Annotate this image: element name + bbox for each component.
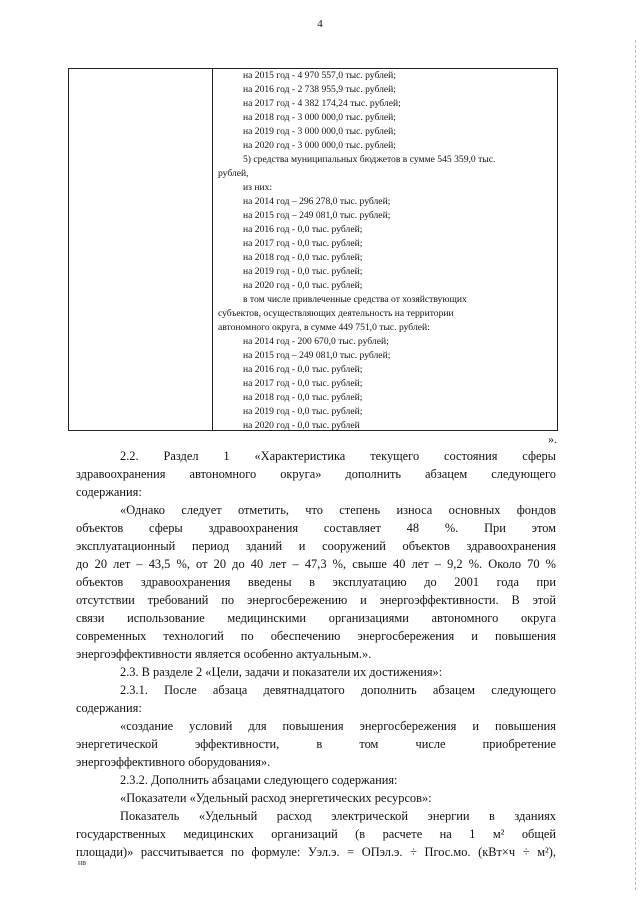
body-line: энергоэффективного оборудования». <box>76 755 271 769</box>
body-line: государственных медицинских организаций (в расчете на 1 м² общей <box>76 827 556 841</box>
table-line: на 2017 год - 0,0 тыс. рублей; <box>243 238 363 249</box>
table-line: на 2015 год – 249 081,0 тыс. рублей; <box>243 350 391 361</box>
body-line: площади)» рассчитывается по формуле: Уэл.э. = ОПэл.э. ÷ Пгос.мо. (кВт×ч ÷ м²), <box>76 845 556 859</box>
table-line: рублей, <box>218 168 249 179</box>
closing-quote: ». <box>548 432 557 446</box>
table-line: на 2014 год – 296 278,0 тыс. рублей; <box>243 196 391 207</box>
table-line: на 2017 год - 0,0 тыс. рублей; <box>243 378 363 389</box>
table-line: на 2018 год - 0,0 тыс. рублей; <box>243 252 363 263</box>
table-line: на 2016 год - 0,0 тыс. рублей; <box>243 224 363 235</box>
body-line: современных технологий по обеспечению энергосбережения и повышения <box>76 629 556 643</box>
body-line: эксплуатационный период зданий и сооружений объектов здравоохранения <box>76 539 556 553</box>
body-line: «Показатели «Удельный расход энергетических ресурсов»: <box>120 791 432 805</box>
page-number: 4 <box>317 18 323 30</box>
body-line: 2.2. Раздел 1 «Характеристика текущего состояния сферы <box>120 449 556 463</box>
body-line: отсутствии требований по энергосбережению и энергоэффективности. В этой <box>76 593 556 607</box>
table-line: субъектов, осуществляющих деятельность на территории <box>218 308 454 319</box>
body-line: «создание условий для повышения энергосбережения и повышения <box>120 719 556 733</box>
table-line: на 2017 год - 4 382 174,24 тыс. рублей; <box>243 98 401 109</box>
table-line: на 2016 год - 2 738 955,9 тыс. рублей; <box>243 84 396 95</box>
scan-edge <box>634 40 636 890</box>
table-column-divider <box>212 69 213 430</box>
body-line: здравоохранения автономного округа» дополнить абзацем следующего <box>76 467 556 481</box>
table-line: из них: <box>243 182 273 193</box>
footer-mark: нв <box>78 858 87 867</box>
body-line: объектов сферы здравоохранения составляет 48 %. При этом <box>76 521 556 535</box>
body-line: «Однако следует отметить, что степень износа основных фондов <box>120 503 556 517</box>
table-line: на 2016 год - 0,0 тыс. рублей; <box>243 364 363 375</box>
table-line: на 2020 год - 0,0 тыс. рублей <box>243 420 360 431</box>
table-line: на 2020 год - 0,0 тыс. рублей; <box>243 280 363 291</box>
body-line: энергетической эффективности, в том числе приобретение <box>76 737 556 751</box>
table-line: на 2020 год - 3 000 000,0 тыс. рублей; <box>243 140 396 151</box>
table-line: на 2018 год - 3 000 000,0 тыс. рублей; <box>243 112 396 123</box>
table-line: в том числе привлеченные средства от хозяйствующих <box>243 294 467 305</box>
table-line: на 2019 год - 0,0 тыс. рублей; <box>243 406 363 417</box>
body-line: объектов здравоохранения введены в эксплуатацию до 2001 года при <box>76 575 556 589</box>
table-line: на 2019 год - 0,0 тыс. рублей; <box>243 266 363 277</box>
body-line: содержания: <box>76 701 142 715</box>
table-line: на 2019 год - 3 000 000,0 тыс. рублей; <box>243 126 396 137</box>
table-line: на 2018 год - 0,0 тыс. рублей; <box>243 392 363 403</box>
table-line: на 2015 год – 249 081,0 тыс. рублей; <box>243 210 391 221</box>
body-line: энергоэффективности является особенно актуальным.». <box>76 647 372 661</box>
body-line: 2.3. В разделе 2 «Цели, задачи и показатели их достижения»: <box>120 665 443 679</box>
table-line: на 2014 год - 200 670,0 тыс. рублей; <box>243 336 389 347</box>
body-line: содержания: <box>76 485 142 499</box>
table-line: 5) средства муниципальных бюджетов в сумме 545 359,0 тыс. <box>243 154 496 165</box>
body-line: связи использование медицинскими организациями автономного округа <box>76 611 556 625</box>
table-line: на 2015 год - 4 970 557,0 тыс. рублей; <box>243 70 396 81</box>
table-line: автономного округа, в сумме 449 751,0 тыс. рублей: <box>218 322 430 333</box>
body-line: 2.3.1. После абзаца девятнадцатого дополнить абзацем следующего <box>120 683 556 697</box>
body-line: Показатель «Удельный расход электрической энергии в зданиях <box>120 809 556 823</box>
body-line: до 20 лет – 43,5 %, от 20 до 40 лет – 47,3 %, свыше 40 лет – 9,2 %. Около 70 % <box>76 557 556 571</box>
body-line: 2.3.2. Дополнить абзацами следующего содержания: <box>120 773 398 787</box>
